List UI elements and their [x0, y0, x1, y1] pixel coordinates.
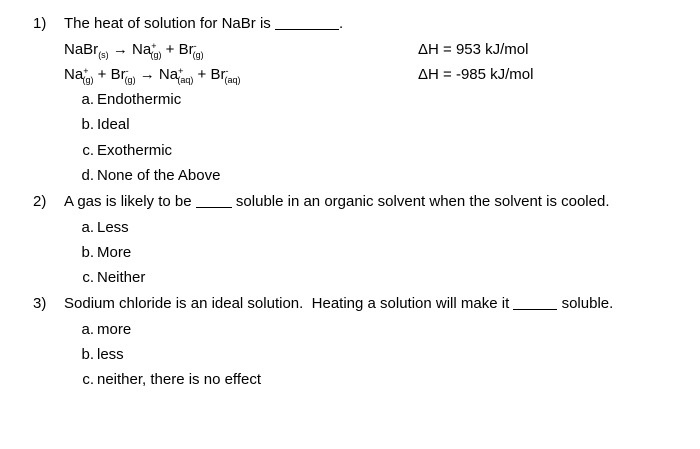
equation-1 — [64, 40, 204, 60]
option-letter: b. — [81, 244, 94, 261]
option-text: More — [97, 244, 132, 261]
option-letter: b. — [81, 346, 94, 363]
eq-charge: + — [178, 66, 184, 76]
eq-term: NaBr — [64, 41, 99, 58]
answer-blank — [275, 14, 339, 30]
eq-plus: + — [165, 41, 175, 58]
eq-state: (aq) — [177, 75, 194, 85]
question-3-text-after: soluble. — [561, 295, 614, 312]
eq-term: Na — [132, 41, 152, 58]
option-text: more — [97, 321, 132, 338]
enthalpy-2: ΔH = -985 kJ/mol — [418, 66, 534, 83]
eq-charge: + — [83, 66, 89, 76]
eq-charge: - — [225, 66, 229, 76]
option-letter: c. — [82, 371, 94, 388]
option-letter: c. — [82, 269, 94, 286]
eq-plus: + — [197, 66, 207, 83]
eq-charge: - — [125, 66, 129, 76]
option-letter: a. — [81, 91, 94, 108]
option-text: Ideal — [97, 116, 130, 133]
option-text: neither, there is no effect — [97, 371, 261, 388]
question-number: 3) — [33, 295, 47, 312]
eq-charge: + — [151, 41, 157, 51]
eq-state: (aq) — [224, 75, 241, 85]
eq-state: (s) — [98, 50, 109, 60]
eq-term: Br — [178, 41, 194, 58]
eq-state: (g) — [82, 75, 94, 85]
answer-blank — [513, 294, 557, 310]
eq-charge: - — [193, 41, 197, 51]
question-text — [64, 192, 610, 212]
eq-term: Na — [64, 66, 84, 83]
answer-blank — [196, 192, 232, 208]
option-letter: c. — [82, 142, 94, 159]
eq-term: Br — [110, 66, 126, 83]
question-2-text-before: A gas is likely to be — [64, 193, 192, 210]
option-text: less — [97, 346, 124, 363]
equation-2 — [64, 65, 241, 85]
question-3-text-before: Sodium chloride is an ideal solution. Heating a solution will make it — [64, 295, 510, 312]
question-number: 2) — [33, 193, 47, 210]
option-text: None of the Above — [97, 167, 221, 184]
option-text: Endothermic — [97, 91, 182, 108]
option-text: Exothermic — [97, 142, 173, 159]
reaction-arrow: → — [112, 41, 128, 58]
question-text — [64, 294, 613, 314]
enthalpy-1: ΔH = 953 kJ/mol — [418, 41, 529, 58]
option-letter: d. — [81, 167, 94, 184]
question-2-text-after: soluble in an organic solvent when the solvent is cooled. — [235, 193, 610, 210]
question-1-text: The heat of solution for NaBr is — [64, 15, 271, 32]
option-letter: a. — [81, 219, 94, 236]
eq-term: Br — [210, 66, 226, 83]
option-letter: b. — [81, 116, 94, 133]
reaction-arrow: → — [139, 66, 155, 83]
question-number: 1) — [33, 15, 47, 32]
option-text: Less — [97, 219, 129, 236]
eq-plus: + — [97, 66, 107, 83]
eq-state: (g) — [192, 50, 204, 60]
option-letter: a. — [81, 321, 94, 338]
question-period: . — [338, 15, 344, 32]
eq-term: Na — [158, 66, 179, 83]
eq-state: (g) — [150, 50, 162, 60]
option-text: Neither — [97, 269, 146, 286]
question-text — [64, 14, 343, 34]
eq-state: (g) — [124, 75, 136, 85]
